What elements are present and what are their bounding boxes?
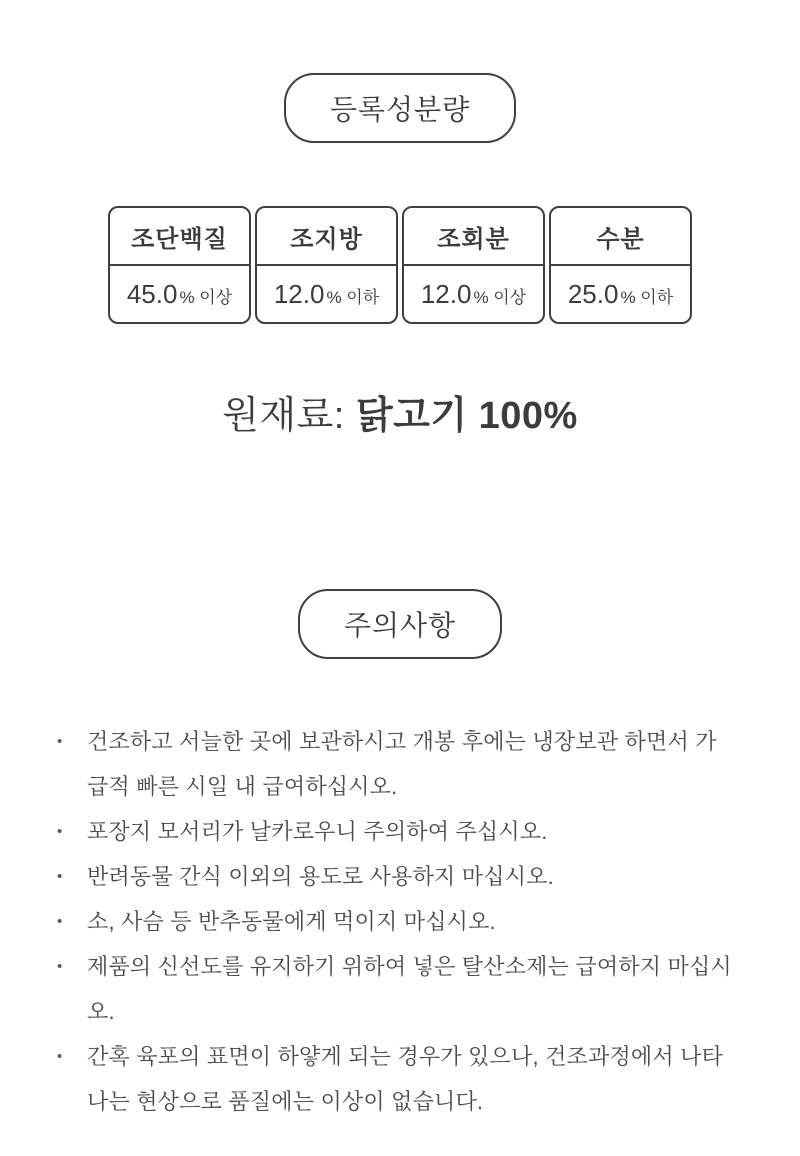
list-item: [55, 854, 745, 899]
caution-text: 건조하고 서늘한 곳에 보관하시고 개봉 후에는 냉장보관 하면서 가급적 빠른 시일 내 급여하십시오.: [87, 729, 717, 799]
list-item: [55, 1034, 745, 1124]
nutrition-col-moisture: [549, 206, 692, 324]
nutrition-header-moisture: 수분: [551, 208, 690, 266]
nutrition-number: 12.0: [273, 279, 325, 309]
ingredients-label: 원재료:: [222, 395, 356, 437]
nutrition-value-ash: [404, 266, 543, 322]
nutrition-col-protein: [108, 206, 251, 324]
nutrition-header-ash: 조회분: [404, 208, 543, 266]
nutrition-qualifier: % 이하: [620, 288, 674, 307]
ingredients-value: 닭고기 100%: [355, 395, 578, 437]
nutrition-section-badge: 등록성분량: [284, 73, 516, 143]
list-item: [55, 719, 745, 809]
caution-text: 포장지 모서리가 날카로우니 주의하여 주십시오.: [87, 819, 548, 844]
nutrition-col-fat: [255, 206, 398, 324]
list-item: [55, 899, 745, 944]
nutrition-table: [0, 206, 800, 324]
bullet-icon: •: [57, 823, 63, 840]
nutrition-value-protein: [110, 266, 249, 322]
nutrition-qualifier: % 이상: [179, 288, 233, 307]
caution-text: 소, 사슴 등 반추동물에게 먹이지 마십시오.: [87, 909, 496, 934]
bullet-icon: •: [57, 958, 63, 975]
nutrition-header-protein: 조단백질: [110, 208, 249, 266]
nutrition-value-fat: [257, 266, 396, 322]
nutrition-header-fat: 조지방: [257, 208, 396, 266]
list-item: [55, 809, 745, 854]
cautions-list: [55, 719, 745, 1124]
caution-text: 반려동물 간식 이외의 용도로 사용하지 마십시오.: [87, 864, 554, 889]
nutrition-number: 25.0: [567, 279, 619, 309]
bullet-icon: •: [57, 868, 63, 885]
nutrition-col-ash: [402, 206, 545, 324]
list-item: [55, 944, 745, 1034]
bullet-icon: •: [57, 913, 63, 930]
bullet-icon: •: [57, 733, 63, 750]
cautions-section-badge: 주의사항: [298, 589, 502, 659]
caution-text: 간혹 육포의 표면이 하얗게 되는 경우가 있으나, 건조과정에서 나타나는 현상으로 품질에는 이상이 없습니다.: [87, 1044, 724, 1114]
nutrition-number: 45.0: [126, 279, 178, 309]
bullet-icon: •: [57, 1048, 63, 1065]
caution-text: 제품의 신선도를 유지하기 위하여 넣은 탈산소제는 급여하지 마십시오.: [87, 954, 732, 1024]
nutrition-value-moisture: [551, 266, 690, 322]
nutrition-qualifier: % 이하: [326, 288, 380, 307]
nutrition-number: 12.0: [420, 279, 472, 309]
ingredients-line: [0, 384, 800, 439]
nutrition-qualifier: % 이상: [473, 288, 527, 307]
